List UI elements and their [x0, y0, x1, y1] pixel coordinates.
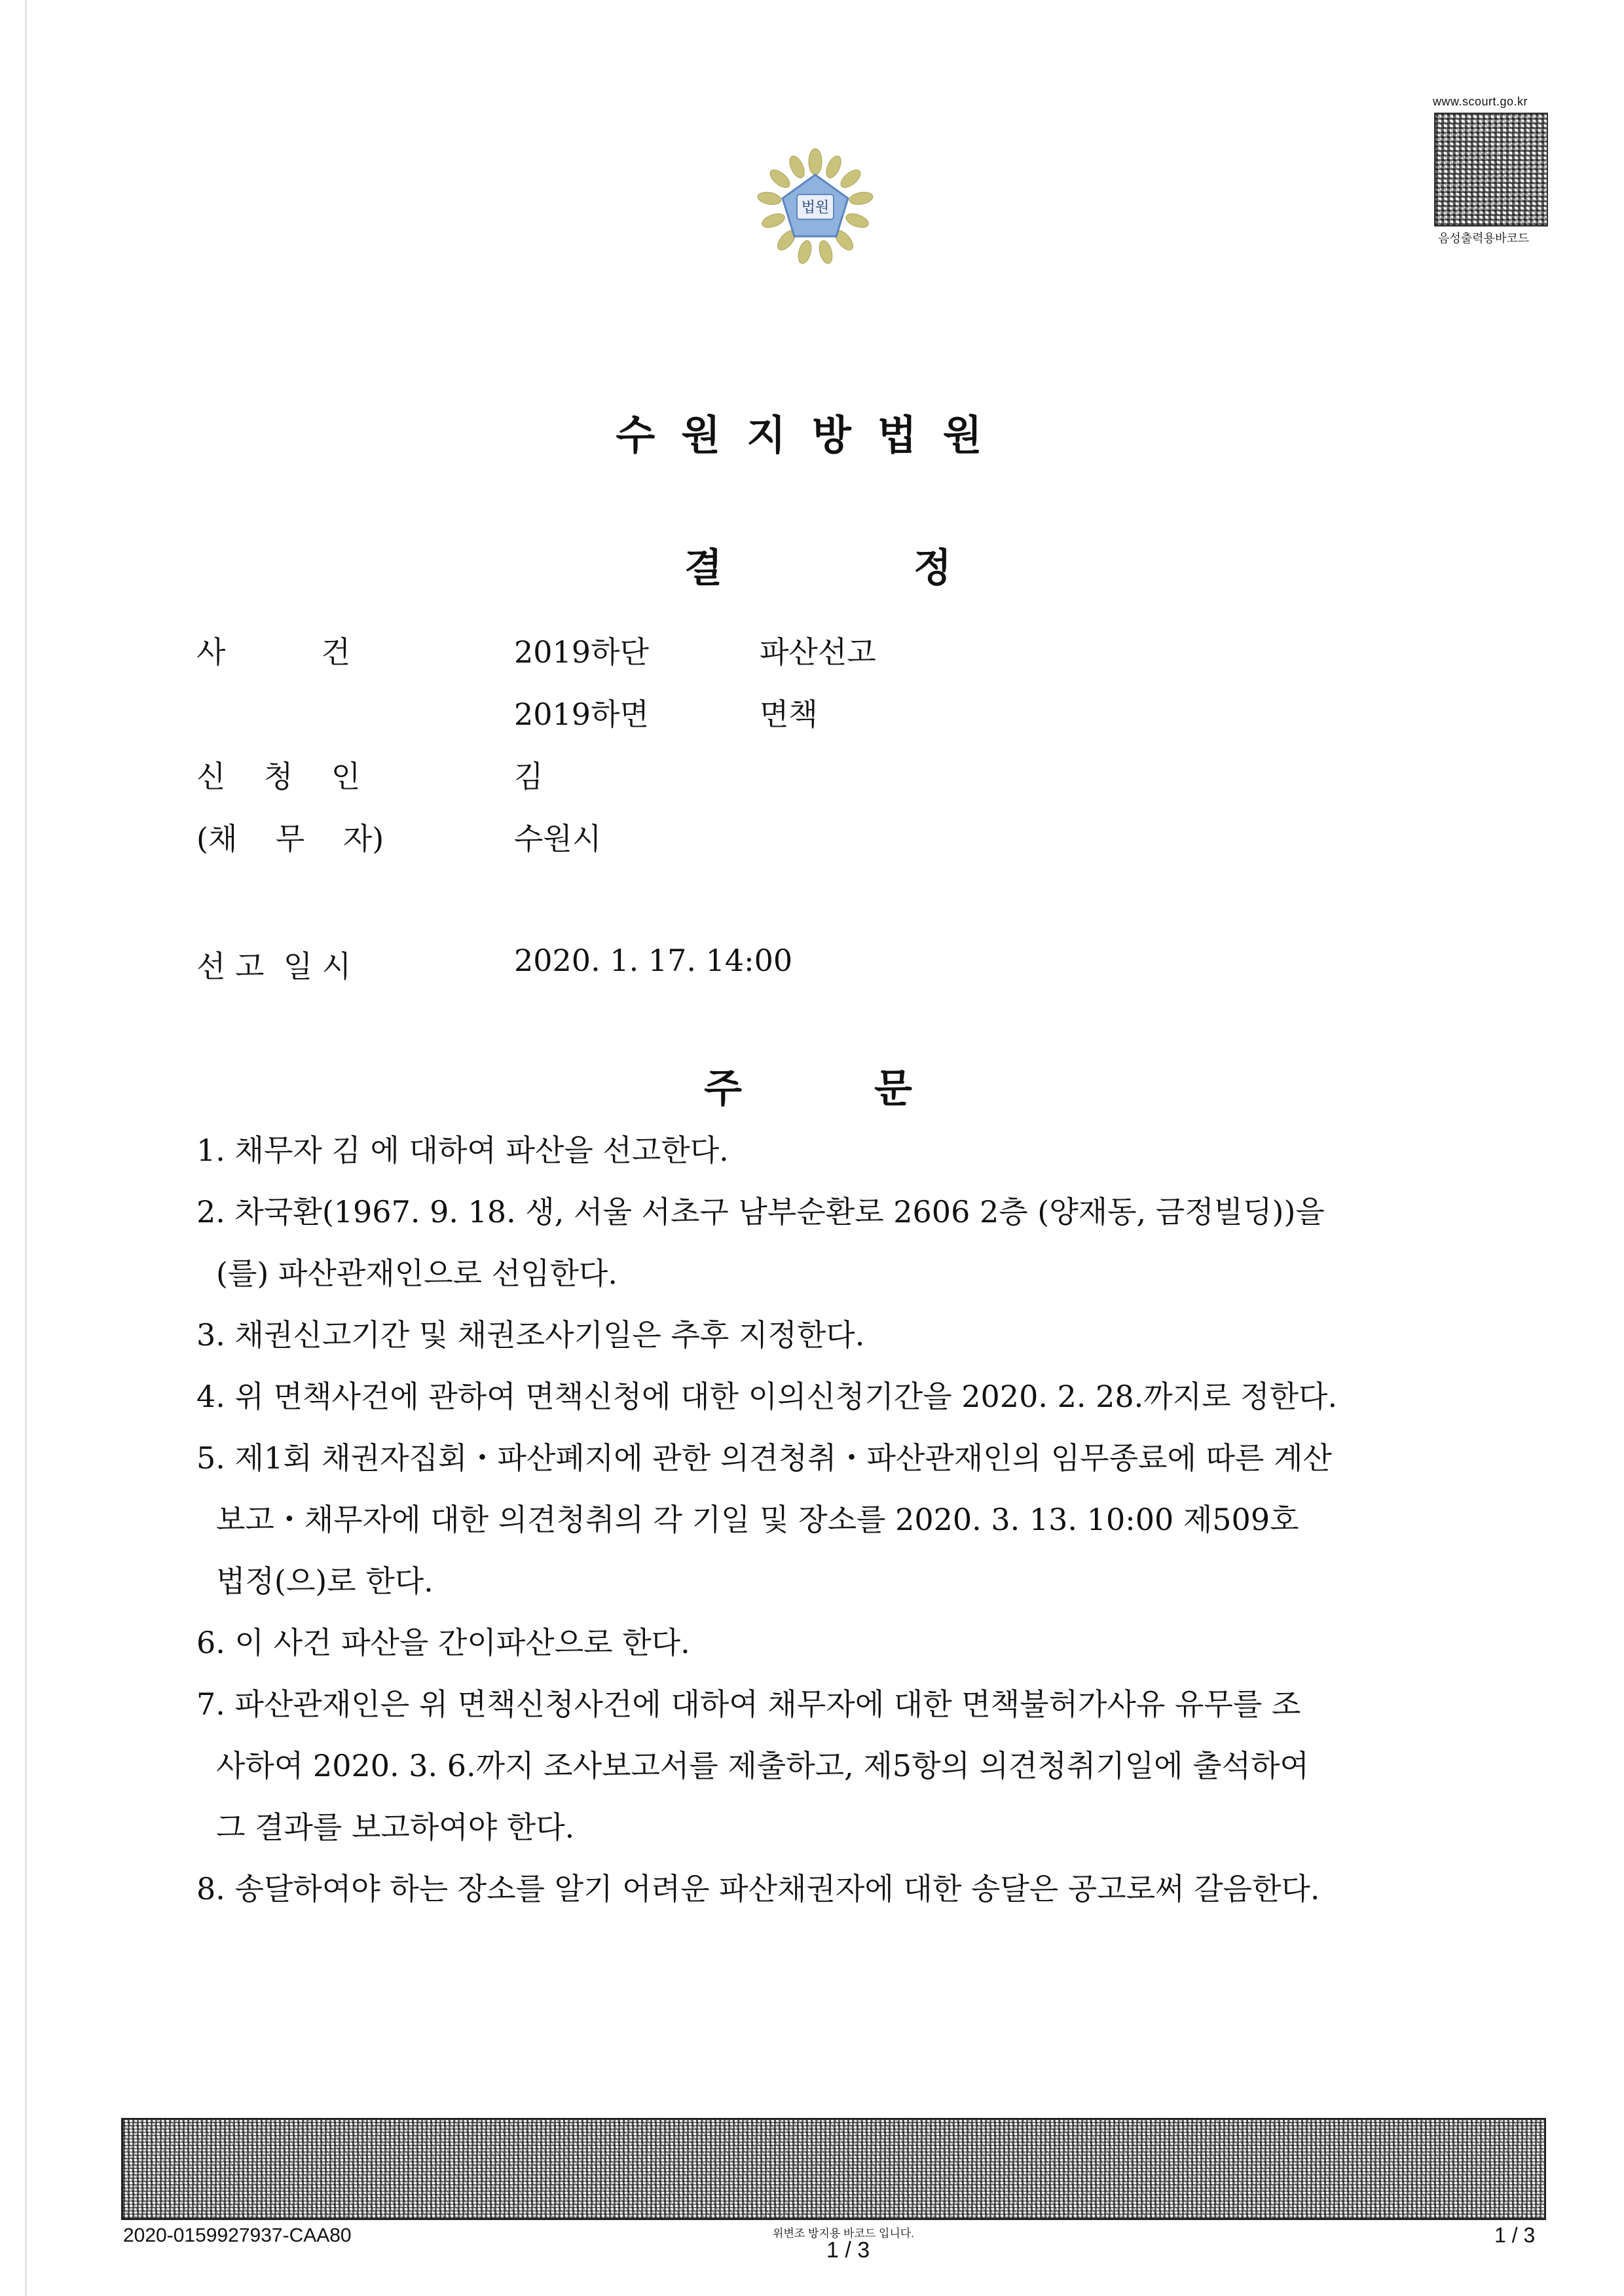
order-line: 7. 파산관재인은 위 면책신청사건에 대하여 채무자에 대한 면책불허가사유 유무를 조 — [196, 1686, 1301, 1722]
date-value: 2020. 1. 17. 14:00 — [514, 943, 793, 978]
debtor-label: (채 무 자) — [196, 821, 384, 856]
order-line: 2. 차국환(1967. 9. 18. 생, 서울 서초구 남부순환로 2606 2층 (양재동, 금정빌딩))을 — [196, 1194, 1325, 1230]
applicant-name: 김 — [514, 759, 544, 794]
order-item-4 — [196, 1366, 1441, 1427]
order-list — [196, 1120, 1441, 1920]
document-id: 2020-0159927937-CAA80 — [123, 2225, 352, 2246]
barcode-note: 위변조 방지용 바코드 입니다. — [773, 2227, 914, 2240]
order-item-1 — [196, 1120, 1441, 1181]
order-item-6 — [196, 1612, 1441, 1673]
order-line: 그 결과를 보고하여야 한다. — [216, 1810, 575, 1845]
anti-forgery-barcode-icon — [121, 2118, 1546, 2220]
order-item-2 — [196, 1181, 1441, 1304]
order-item-8 — [196, 1858, 1441, 1920]
order-line: 6. 이 사건 파산을 간이파산으로 한다. — [196, 1625, 690, 1660]
case1-type: 파산선고 — [760, 634, 876, 670]
court-emblem-icon — [737, 147, 894, 278]
order-title-right: 문 — [874, 1066, 912, 1112]
doc-title-right: 정 — [913, 545, 951, 591]
order-line: 법정(으)로 한다. — [216, 1563, 434, 1599]
order-title-left: 주 — [704, 1066, 742, 1112]
case2-type: 면책 — [760, 697, 818, 732]
qr-url: www.scourt.go.kr — [1433, 95, 1528, 108]
qr-label: 음성출력용바코드 — [1438, 232, 1530, 245]
order-line: 3. 채권신고기간 및 채권조사기일은 추후 지정한다. — [196, 1317, 865, 1353]
order-line: 8. 송달하여야 하는 장소를 알기 어려운 파산채권자에 대한 송달은 공고로써 갈음한다. — [196, 1871, 1320, 1906]
applicant-label: 신 청 인 — [196, 759, 361, 794]
order-item-3 — [196, 1304, 1441, 1366]
court-name: 수원지방법원 — [616, 411, 1008, 459]
order-item-5 — [196, 1427, 1441, 1612]
page-edge-line — [25, 0, 27, 2296]
case2-number: 2019하면 — [514, 697, 649, 732]
order-line: 5. 제1회 채권자집회・파산폐지에 관한 의견청취・파산관재인의 임무종료에 따른 계산 — [196, 1440, 1332, 1476]
applicant-address: 수원시 — [514, 821, 602, 856]
qr-code-icon — [1434, 113, 1548, 227]
page-number-right: 1 / 3 — [1494, 2223, 1536, 2247]
order-line: 보고・채무자에 대한 의견청취의 각 기일 및 장소를 2020. 3. 13. 10:00 제509호 — [216, 1502, 1299, 1537]
date-label: 선 고 일 시 — [196, 949, 352, 984]
order-line: (를) 파산관재인으로 선임한다. — [216, 1256, 618, 1291]
page-number-center: 1 / 3 — [826, 2238, 870, 2263]
order-line: 1. 채무자 김 에 대하여 파산을 선고한다. — [196, 1133, 729, 1168]
order-line: 사하여 2020. 3. 6.까지 조사보고서를 제출하고, 제5항의 의견청취기일에 출석하여 — [216, 1748, 1309, 1783]
doc-title-left: 결 — [684, 545, 722, 591]
order-line: 4. 위 면책사건에 관하여 면책신청에 대한 이의신청기간을 2020. 2. 28.까지로 정한다. — [196, 1379, 1338, 1414]
case1-number: 2019하단 — [514, 634, 649, 670]
order-item-7 — [196, 1673, 1441, 1858]
emblem-label: 법원 — [801, 200, 830, 216]
case-label: 사 건 — [196, 634, 351, 670]
